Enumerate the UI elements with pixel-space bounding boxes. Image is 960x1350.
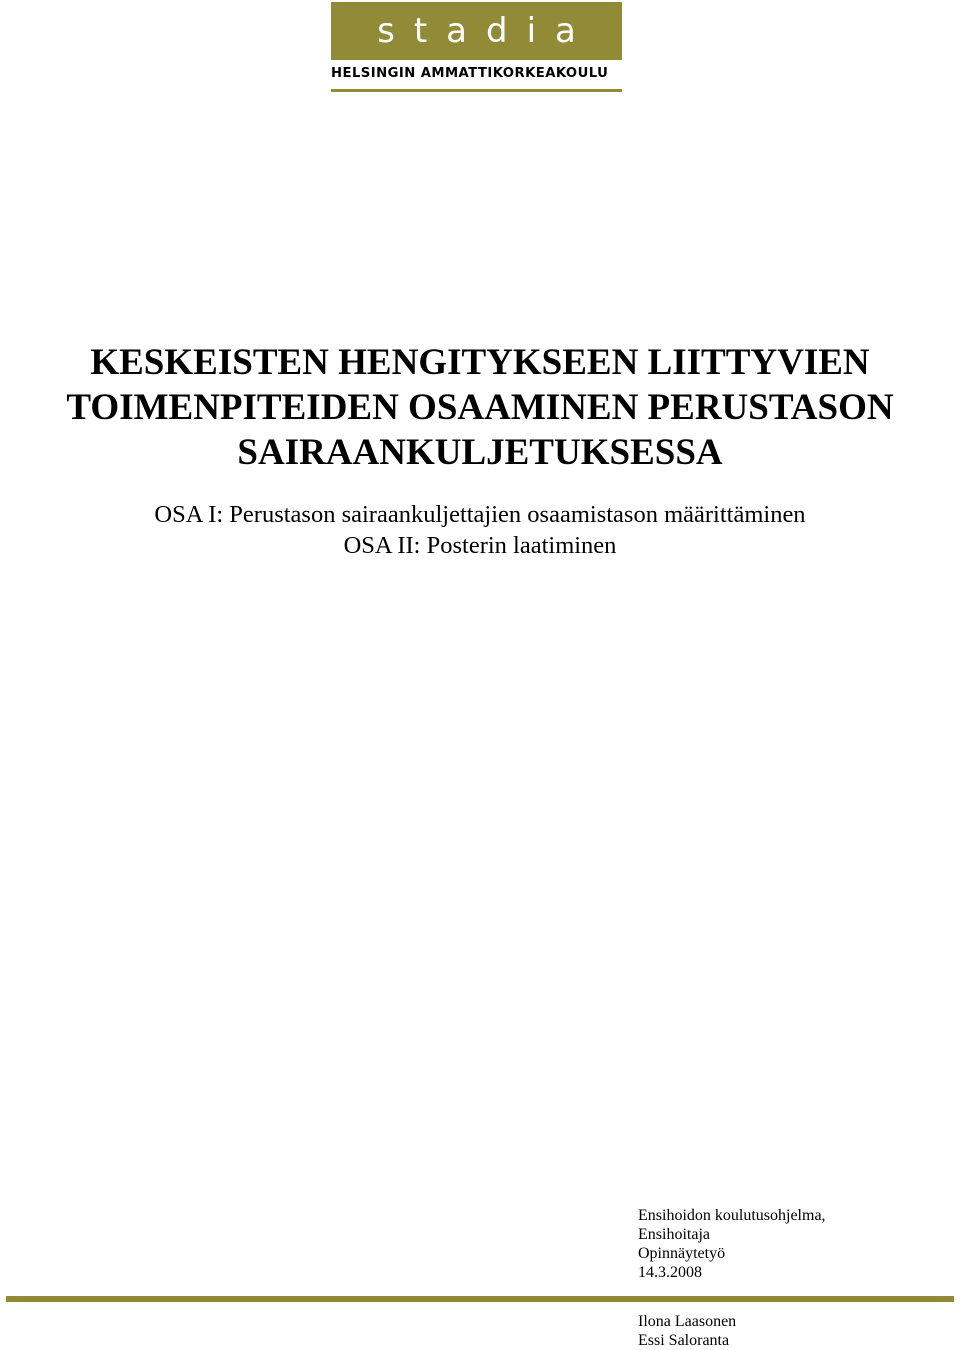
logo-wordmark: stadia: [377, 11, 595, 51]
title-line: TOIMENPITEIDEN OSAAMINEN PERUSTASON: [66, 387, 894, 428]
stadia-logo: [331, 2, 622, 60]
thesis-info: [638, 1206, 826, 1282]
date-line: 14.3.2008: [638, 1264, 702, 1281]
document-subtitle: [0, 499, 960, 561]
document-title: [0, 340, 960, 475]
authors: [638, 1312, 736, 1350]
document-type-line: Opinnäytetyö: [638, 1245, 726, 1262]
subtitle-line: OSA II: Posterin laatiminen: [343, 532, 617, 559]
logo-subtitle: HELSINGIN AMMATTIKORKEAKOULU: [331, 66, 609, 81]
footer-divider: [6, 1296, 954, 1302]
author-name: Ilona Laasonen: [638, 1313, 737, 1330]
title-line: KESKEISTEN HENGITYKSEEN LIITTYVIEN: [90, 342, 870, 383]
title-line: SAIRAANKULJETUKSESSA: [237, 432, 723, 473]
subtitle-line: OSA I: Perustason sairaankuljettajien osaamistason määrittäminen: [154, 501, 806, 528]
program-line: Ensihoidon koulutusohjelma,: [638, 1207, 826, 1224]
degree-line: Ensihoitaja: [638, 1226, 710, 1243]
logo-underline: [331, 89, 622, 92]
author-name: Essi Saloranta: [638, 1332, 730, 1349]
